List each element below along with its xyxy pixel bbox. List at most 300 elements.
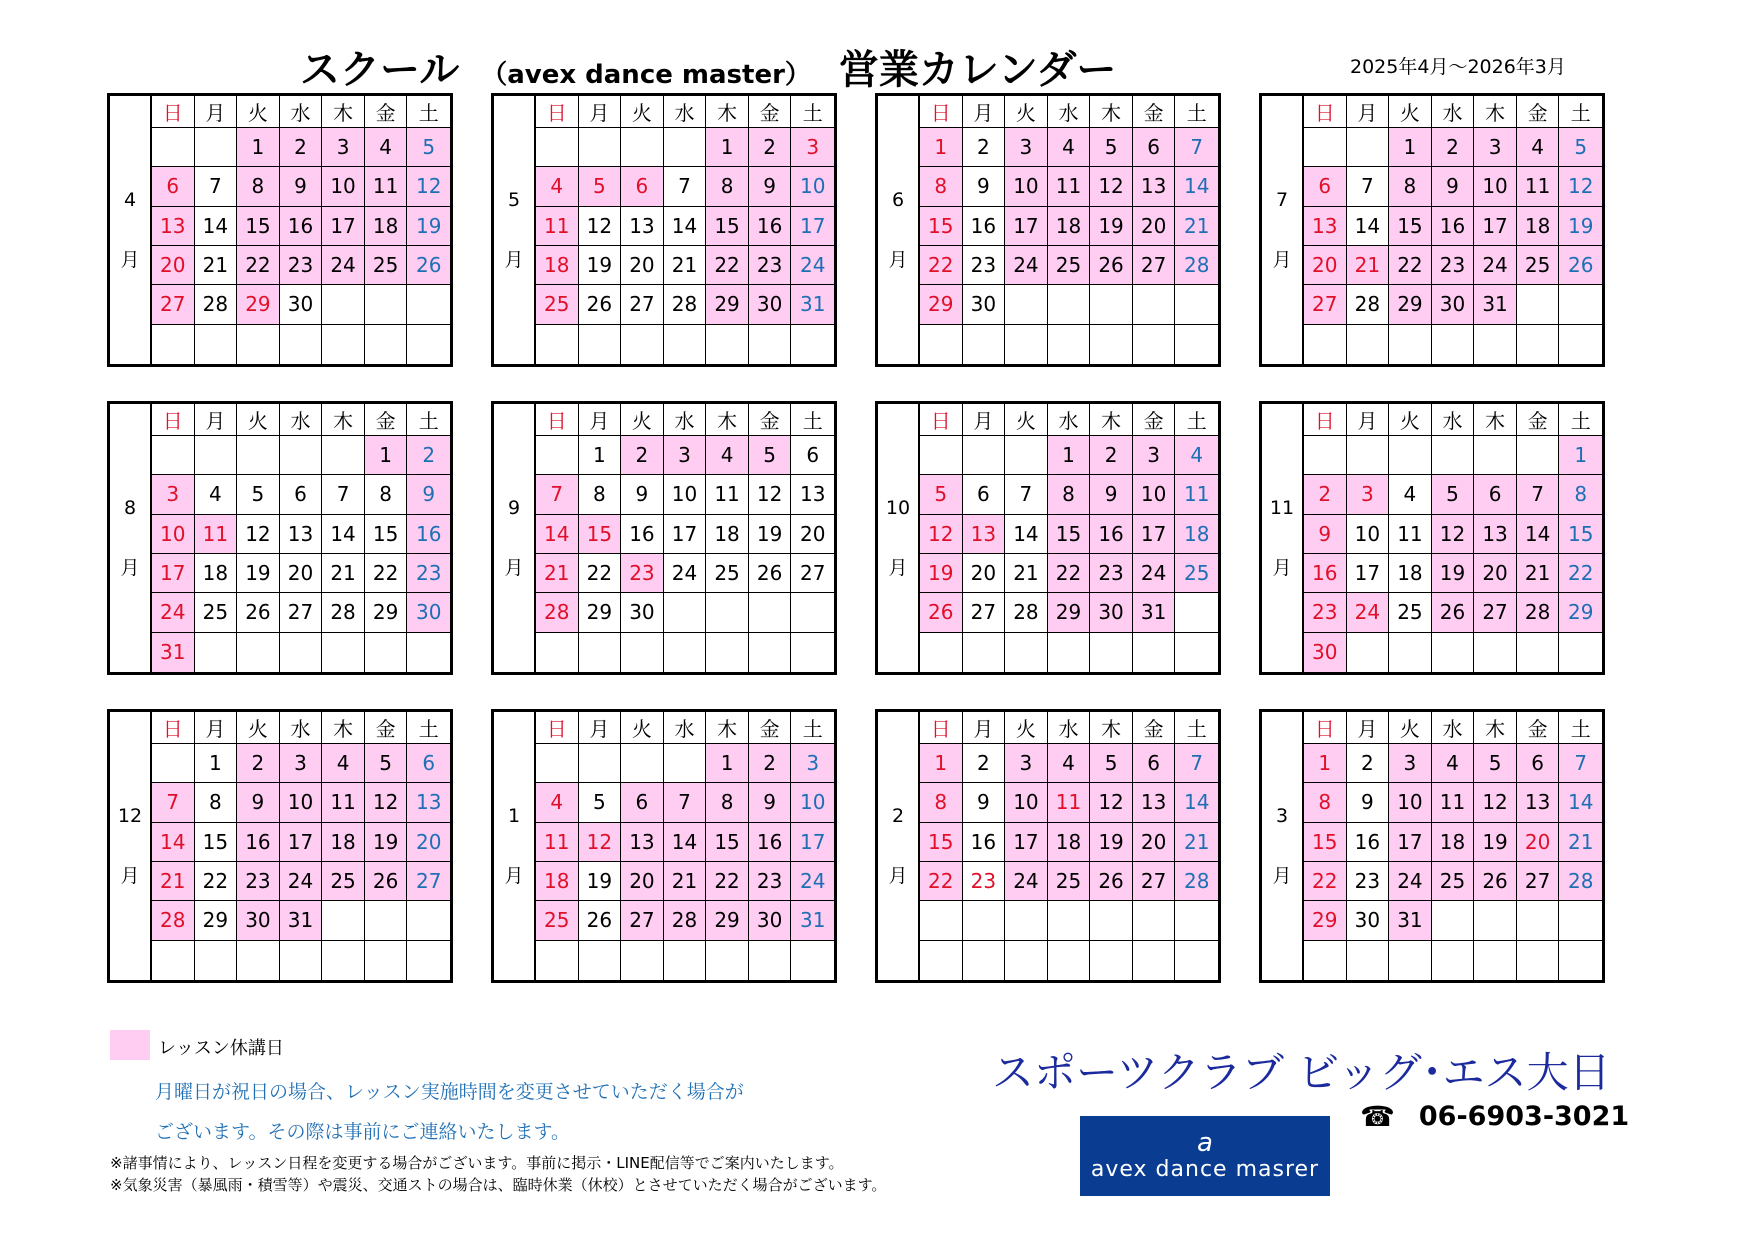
weekday-header: 土 <box>407 96 450 128</box>
day-cell: 1 <box>920 744 963 783</box>
month-day-grid <box>152 712 450 980</box>
day-cell: 10 <box>1474 167 1517 206</box>
day-cell: 6 <box>280 475 323 514</box>
day-cell: 23 <box>963 862 1006 901</box>
empty-day-cell <box>1517 633 1560 672</box>
day-cell: 19 <box>407 207 450 246</box>
empty-day-cell <box>322 325 365 364</box>
day-cell: 5 <box>1559 128 1602 167</box>
day-cell: 25 <box>365 246 408 285</box>
day-cell: 3 <box>791 128 834 167</box>
day-cell: 25 <box>322 862 365 901</box>
month-label <box>110 404 152 672</box>
empty-day-cell <box>237 436 280 475</box>
empty-day-cell <box>664 593 707 632</box>
empty-day-cell <box>1559 941 1602 980</box>
day-cell: 1 <box>706 128 749 167</box>
empty-day-cell <box>365 633 408 672</box>
day-cell: 20 <box>280 554 323 593</box>
day-cell: 11 <box>195 515 238 554</box>
weekday-header: 金 <box>749 96 792 128</box>
day-cell: 9 <box>407 475 450 514</box>
month-calendar-4 <box>107 93 453 367</box>
day-cell: 24 <box>1133 554 1176 593</box>
day-cell: 18 <box>1048 207 1091 246</box>
empty-day-cell <box>152 436 195 475</box>
empty-day-cell <box>152 325 195 364</box>
weekday-header: 月 <box>1347 96 1390 128</box>
day-cell: 14 <box>536 515 579 554</box>
day-cell: 9 <box>1432 167 1475 206</box>
empty-day-cell <box>536 941 579 980</box>
day-cell: 14 <box>1175 783 1218 822</box>
day-cell: 7 <box>664 167 707 206</box>
empty-day-cell <box>195 941 238 980</box>
day-cell: 18 <box>365 207 408 246</box>
empty-day-cell <box>237 325 280 364</box>
day-cell: 29 <box>579 593 622 632</box>
empty-day-cell <box>152 941 195 980</box>
month-kanji: 月 <box>888 557 908 579</box>
day-cell: 9 <box>1304 515 1347 554</box>
day-cell: 4 <box>1175 436 1218 475</box>
day-cell: 17 <box>1005 823 1048 862</box>
day-cell: 1 <box>365 436 408 475</box>
day-cell: 31 <box>1389 901 1432 940</box>
day-cell: 10 <box>1347 515 1390 554</box>
day-cell: 27 <box>1133 862 1176 901</box>
day-cell: 1 <box>195 744 238 783</box>
day-cell: 28 <box>195 285 238 324</box>
day-cell: 1 <box>1559 436 1602 475</box>
day-cell: 16 <box>1347 823 1390 862</box>
day-cell: 7 <box>1175 744 1218 783</box>
day-cell: 29 <box>1304 901 1347 940</box>
month-calendar-2 <box>875 709 1221 983</box>
day-cell: 18 <box>1048 823 1091 862</box>
day-cell: 15 <box>1559 515 1602 554</box>
day-cell: 8 <box>1048 475 1091 514</box>
day-cell: 23 <box>621 554 664 593</box>
day-cell: 4 <box>365 128 408 167</box>
weekday-header: 木 <box>706 712 749 744</box>
month-label <box>1262 404 1304 672</box>
day-cell: 15 <box>365 515 408 554</box>
month-calendar-11 <box>1259 401 1605 675</box>
day-cell: 17 <box>1133 515 1176 554</box>
month-calendar-12 <box>107 709 453 983</box>
day-cell: 6 <box>791 436 834 475</box>
weekday-header: 金 <box>1517 712 1560 744</box>
day-cell: 29 <box>706 901 749 940</box>
day-cell: 28 <box>322 593 365 632</box>
weekday-header: 火 <box>237 404 280 436</box>
weekday-header: 日 <box>536 712 579 744</box>
weekday-header: 火 <box>1005 96 1048 128</box>
day-cell: 19 <box>749 515 792 554</box>
empty-day-cell <box>579 325 622 364</box>
day-cell: 14 <box>152 823 195 862</box>
weekday-header: 土 <box>1559 404 1602 436</box>
month-day-grid <box>920 404 1218 672</box>
day-cell: 3 <box>1005 744 1048 783</box>
weekday-header: 火 <box>1389 404 1432 436</box>
day-cell: 23 <box>237 862 280 901</box>
day-cell: 17 <box>1474 207 1517 246</box>
day-cell: 25 <box>1517 246 1560 285</box>
month-kanji: 月 <box>504 865 524 887</box>
empty-day-cell <box>1347 633 1390 672</box>
empty-day-cell <box>749 593 792 632</box>
day-cell: 18 <box>536 862 579 901</box>
day-cell: 15 <box>195 823 238 862</box>
empty-day-cell <box>152 744 195 783</box>
weekday-header: 金 <box>1133 404 1176 436</box>
weekday-header: 火 <box>1389 712 1432 744</box>
day-cell: 29 <box>237 285 280 324</box>
empty-day-cell <box>621 941 664 980</box>
day-cell: 26 <box>579 901 622 940</box>
empty-day-cell <box>407 901 450 940</box>
day-cell: 11 <box>1432 783 1475 822</box>
day-cell: 2 <box>1304 475 1347 514</box>
day-cell: 19 <box>579 862 622 901</box>
month-day-grid <box>536 404 834 672</box>
day-cell: 28 <box>1175 862 1218 901</box>
day-cell: 8 <box>365 475 408 514</box>
weekday-header: 木 <box>1090 404 1133 436</box>
day-cell: 29 <box>195 901 238 940</box>
empty-day-cell <box>195 633 238 672</box>
empty-day-cell <box>963 633 1006 672</box>
weekday-header: 火 <box>621 712 664 744</box>
day-cell: 12 <box>749 475 792 514</box>
day-cell: 10 <box>152 515 195 554</box>
month-day-grid <box>920 96 1218 364</box>
month-kanji: 月 <box>1272 557 1292 579</box>
day-cell: 14 <box>195 207 238 246</box>
day-cell: 31 <box>791 285 834 324</box>
empty-day-cell <box>1474 325 1517 364</box>
weekday-header: 日 <box>1304 712 1347 744</box>
weekday-header: 火 <box>1005 712 1048 744</box>
day-cell: 4 <box>706 436 749 475</box>
month-kanji: 月 <box>504 557 524 579</box>
day-cell: 6 <box>407 744 450 783</box>
day-cell: 13 <box>152 207 195 246</box>
month-label <box>494 404 536 672</box>
empty-day-cell <box>1048 285 1091 324</box>
empty-day-cell <box>963 901 1006 940</box>
footnote-2: ※気象災害（暴風雨・積雪等）や震災、交通ストの場合は、臨時休業（休校）とさせていただく場合がございます。 <box>110 1176 887 1194</box>
empty-day-cell <box>1432 633 1475 672</box>
day-cell: 16 <box>1304 554 1347 593</box>
day-cell: 13 <box>621 823 664 862</box>
day-cell: 18 <box>706 515 749 554</box>
empty-day-cell <box>1005 436 1048 475</box>
weekday-header: 火 <box>621 96 664 128</box>
day-cell: 26 <box>237 593 280 632</box>
empty-day-cell <box>1432 901 1475 940</box>
day-cell: 16 <box>237 823 280 862</box>
day-cell: 18 <box>195 554 238 593</box>
day-cell: 22 <box>920 246 963 285</box>
weekday-header: 日 <box>1304 96 1347 128</box>
day-cell: 21 <box>1005 554 1048 593</box>
month-label <box>494 96 536 364</box>
day-cell: 13 <box>1304 207 1347 246</box>
month-number: 5 <box>507 189 521 211</box>
day-cell: 14 <box>1005 515 1048 554</box>
weekday-header: 木 <box>322 96 365 128</box>
weekday-header: 火 <box>1389 96 1432 128</box>
day-cell: 6 <box>621 783 664 822</box>
empty-day-cell <box>791 593 834 632</box>
weekday-header: 月 <box>963 404 1006 436</box>
day-cell: 12 <box>579 823 622 862</box>
weekday-header: 日 <box>536 404 579 436</box>
day-cell: 19 <box>1090 207 1133 246</box>
empty-day-cell <box>1048 633 1091 672</box>
day-cell: 24 <box>280 862 323 901</box>
day-cell: 27 <box>621 901 664 940</box>
empty-day-cell <box>1175 901 1218 940</box>
empty-day-cell <box>1559 901 1602 940</box>
month-calendar-8 <box>107 401 453 675</box>
empty-day-cell <box>1559 633 1602 672</box>
footnote-1: ※諸事情により、レッスン日程を変更する場合がございます。事前に掲示・LINE配信等でご案内いたします。 <box>110 1154 844 1172</box>
day-cell: 1 <box>237 128 280 167</box>
day-cell: 14 <box>664 823 707 862</box>
day-cell: 13 <box>621 207 664 246</box>
day-cell: 18 <box>536 246 579 285</box>
day-cell: 17 <box>791 207 834 246</box>
day-cell: 6 <box>1304 167 1347 206</box>
day-cell: 20 <box>152 246 195 285</box>
day-cell: 2 <box>280 128 323 167</box>
day-cell: 26 <box>1559 246 1602 285</box>
day-cell: 5 <box>579 783 622 822</box>
day-cell: 16 <box>749 823 792 862</box>
day-cell: 16 <box>963 823 1006 862</box>
weekday-header: 日 <box>152 712 195 744</box>
weekday-header: 土 <box>1175 712 1218 744</box>
day-cell: 15 <box>706 823 749 862</box>
empty-day-cell <box>621 128 664 167</box>
day-cell: 25 <box>536 285 579 324</box>
legend-swatch <box>110 1030 150 1060</box>
day-cell: 7 <box>1005 475 1048 514</box>
empty-day-cell <box>1474 633 1517 672</box>
empty-day-cell <box>1559 325 1602 364</box>
day-cell: 12 <box>920 515 963 554</box>
day-cell: 28 <box>536 593 579 632</box>
weekday-header: 木 <box>322 712 365 744</box>
day-cell: 20 <box>621 246 664 285</box>
day-cell: 15 <box>579 515 622 554</box>
empty-day-cell <box>536 436 579 475</box>
day-cell: 20 <box>791 515 834 554</box>
day-cell: 24 <box>791 862 834 901</box>
day-cell: 30 <box>1432 285 1475 324</box>
day-cell: 23 <box>963 246 1006 285</box>
day-cell: 30 <box>280 285 323 324</box>
day-cell: 12 <box>1090 783 1133 822</box>
day-cell: 17 <box>322 207 365 246</box>
day-cell: 24 <box>1474 246 1517 285</box>
day-cell: 15 <box>920 207 963 246</box>
day-cell: 19 <box>1559 207 1602 246</box>
day-cell: 28 <box>1347 285 1390 324</box>
day-cell: 6 <box>1133 128 1176 167</box>
empty-day-cell <box>963 325 1006 364</box>
day-cell: 28 <box>1559 862 1602 901</box>
empty-day-cell <box>237 941 280 980</box>
weekday-header: 水 <box>1432 96 1475 128</box>
day-cell: 27 <box>621 285 664 324</box>
day-cell: 29 <box>920 285 963 324</box>
legend-label: レッスン休講日 <box>158 1038 284 1059</box>
day-cell: 25 <box>536 901 579 940</box>
day-cell: 17 <box>791 823 834 862</box>
month-kanji: 月 <box>120 557 140 579</box>
empty-day-cell <box>1005 941 1048 980</box>
day-cell: 17 <box>1347 554 1390 593</box>
weekday-header: 月 <box>963 712 1006 744</box>
day-cell: 15 <box>1304 823 1347 862</box>
empty-day-cell <box>1389 325 1432 364</box>
weekday-header: 日 <box>920 96 963 128</box>
day-cell: 10 <box>280 783 323 822</box>
day-cell: 24 <box>1347 593 1390 632</box>
day-cell: 21 <box>664 246 707 285</box>
weekday-header: 水 <box>1048 96 1091 128</box>
day-cell: 26 <box>579 285 622 324</box>
day-cell: 29 <box>1559 593 1602 632</box>
weekday-header: 日 <box>920 712 963 744</box>
day-cell: 17 <box>664 515 707 554</box>
day-cell: 8 <box>706 167 749 206</box>
empty-day-cell <box>1005 325 1048 364</box>
weekday-header: 金 <box>1517 96 1560 128</box>
day-cell: 23 <box>1304 593 1347 632</box>
day-cell: 22 <box>237 246 280 285</box>
day-cell: 19 <box>579 246 622 285</box>
day-cell: 7 <box>195 167 238 206</box>
day-cell: 3 <box>664 436 707 475</box>
day-cell: 2 <box>1432 128 1475 167</box>
weekday-header: 土 <box>791 712 834 744</box>
empty-day-cell <box>536 744 579 783</box>
month-day-grid <box>152 404 450 672</box>
weekday-header: 金 <box>1133 96 1176 128</box>
day-cell: 19 <box>1090 823 1133 862</box>
telephone-icon: ☎ <box>1360 1100 1395 1133</box>
empty-day-cell <box>1133 941 1176 980</box>
title-sub: 営業カレンダー <box>838 47 1117 93</box>
avex-logo <box>1080 1116 1330 1196</box>
day-cell: 8 <box>706 783 749 822</box>
day-cell: 7 <box>664 783 707 822</box>
day-cell: 6 <box>963 475 1006 514</box>
weekday-header: 日 <box>152 96 195 128</box>
empty-day-cell <box>749 325 792 364</box>
empty-day-cell <box>621 744 664 783</box>
empty-day-cell <box>963 436 1006 475</box>
day-cell: 10 <box>791 783 834 822</box>
empty-day-cell <box>791 325 834 364</box>
day-cell: 29 <box>365 593 408 632</box>
weekday-header: 水 <box>664 404 707 436</box>
page-title <box>300 38 1116 94</box>
day-cell: 22 <box>1304 862 1347 901</box>
holiday-note-line2: ございます。その際は事前にご連絡いたします。 <box>155 1121 570 1143</box>
day-cell: 5 <box>365 744 408 783</box>
day-cell: 2 <box>237 744 280 783</box>
day-cell: 5 <box>1090 744 1133 783</box>
day-cell: 7 <box>322 475 365 514</box>
day-cell: 17 <box>152 554 195 593</box>
day-cell: 3 <box>1005 128 1048 167</box>
day-cell: 9 <box>1090 475 1133 514</box>
day-cell: 15 <box>237 207 280 246</box>
day-cell: 28 <box>664 901 707 940</box>
month-number: 6 <box>891 189 905 211</box>
weekday-header: 土 <box>407 404 450 436</box>
empty-day-cell <box>1517 901 1560 940</box>
weekday-header: 木 <box>1474 712 1517 744</box>
empty-day-cell <box>791 941 834 980</box>
empty-day-cell <box>920 436 963 475</box>
weekday-header: 木 <box>706 96 749 128</box>
empty-day-cell <box>1048 941 1091 980</box>
day-cell: 30 <box>749 901 792 940</box>
day-cell: 9 <box>280 167 323 206</box>
empty-day-cell <box>1304 128 1347 167</box>
empty-day-cell <box>1432 436 1475 475</box>
day-cell: 14 <box>664 207 707 246</box>
day-cell: 9 <box>749 167 792 206</box>
day-cell: 2 <box>749 128 792 167</box>
day-cell: 13 <box>1474 515 1517 554</box>
day-cell: 2 <box>1090 436 1133 475</box>
day-cell: 22 <box>195 862 238 901</box>
weekday-header: 木 <box>1474 404 1517 436</box>
empty-day-cell <box>1090 633 1133 672</box>
empty-day-cell <box>280 325 323 364</box>
empty-day-cell <box>1005 285 1048 324</box>
day-cell: 30 <box>237 901 280 940</box>
day-cell: 13 <box>1133 783 1176 822</box>
day-cell: 2 <box>1347 744 1390 783</box>
empty-day-cell <box>1347 436 1390 475</box>
title-brand: （avex dance master） <box>481 60 811 90</box>
day-cell: 6 <box>152 167 195 206</box>
empty-day-cell <box>1090 901 1133 940</box>
day-cell: 21 <box>1517 554 1560 593</box>
weekday-header: 金 <box>365 96 408 128</box>
empty-day-cell <box>195 325 238 364</box>
month-number: 4 <box>123 189 137 211</box>
day-cell: 29 <box>1048 593 1091 632</box>
day-cell: 4 <box>1517 128 1560 167</box>
phone-number-block <box>1360 1100 1629 1133</box>
day-cell: 10 <box>1389 783 1432 822</box>
month-calendar-5 <box>491 93 837 367</box>
day-cell: 6 <box>1133 744 1176 783</box>
empty-day-cell <box>706 941 749 980</box>
day-cell: 22 <box>706 246 749 285</box>
